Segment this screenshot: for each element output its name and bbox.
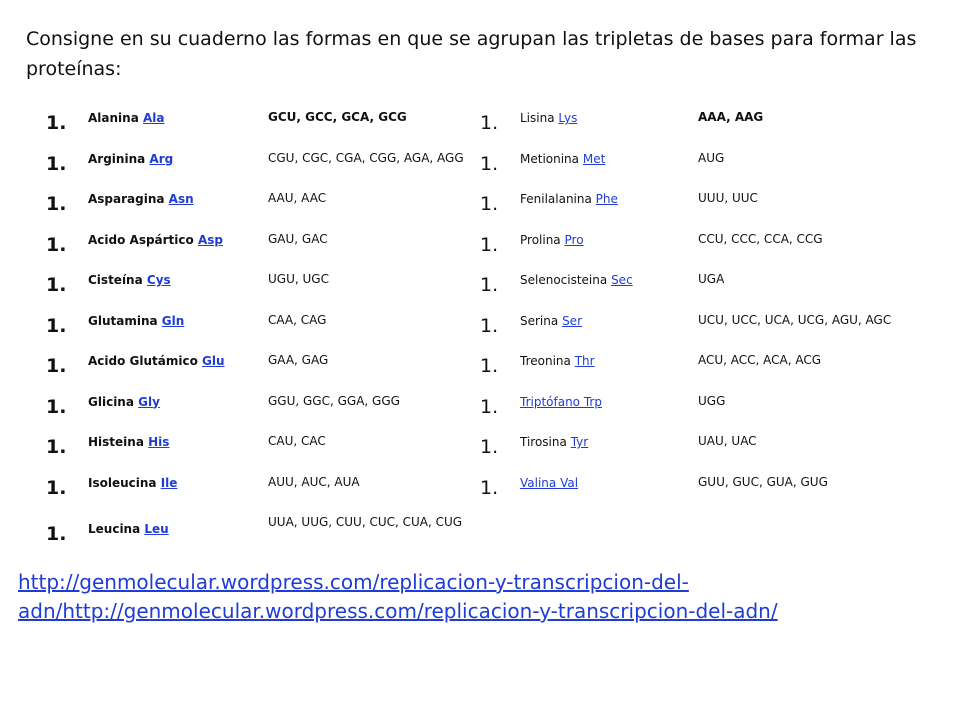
amino-acid-abbr-link[interactable]: Leu (144, 522, 169, 536)
codon-list: UGU, UGC (268, 272, 329, 286)
amino-acid-label: Cisteína (88, 273, 143, 287)
list-item (46, 384, 476, 425)
amino-acid-label: Leucina (88, 522, 141, 536)
amino-acid-name (88, 111, 164, 125)
amino-acid-label: Arginina (88, 151, 146, 166)
amino-acid-name (520, 152, 605, 166)
amino-acid-abbr-link[interactable]: Asp (197, 232, 223, 247)
list-item (480, 141, 950, 182)
amino-acid-link[interactable]: Valina Val (520, 475, 579, 490)
amino-acid-list-left (46, 100, 476, 546)
codon-list: UUA, UUG, CUU, CUC, CUA, CUG (268, 515, 463, 529)
codon-list: AUG (698, 150, 725, 165)
list-item (46, 181, 476, 222)
list-item (480, 100, 950, 141)
amino-acid-label: Treonina (520, 354, 571, 368)
list-item (480, 424, 950, 465)
codon-list: UAU, UAC (698, 434, 757, 448)
list-number: 1. (46, 233, 67, 256)
list-number: 1. (46, 274, 67, 296)
amino-acid-label: Fenilalanina (520, 192, 592, 206)
codon-list: CGU, CGC, CGA, CGG, AGA, AGG (268, 150, 464, 165)
amino-acid-label: Tirosina (520, 435, 567, 449)
list-number: 1. (46, 152, 67, 175)
amino-acid-name (520, 233, 584, 247)
amino-acid-label: Histeina (88, 435, 144, 449)
codon-list: UUU, UUC (698, 191, 758, 205)
list-item (480, 303, 950, 344)
amino-acid-name (520, 192, 618, 206)
amino-acid-name (88, 476, 177, 490)
list-number: 1. (46, 314, 67, 337)
amino-acid-name (520, 273, 633, 287)
source-link[interactable]: http://genmolecular.wordpress.com/replicacion-y-transcripcion-del-adn/http://genmolecular.wordpress.com/replicacion-y-transcripcion-del-adn/ (18, 570, 778, 623)
amino-acid-label: Prolina (520, 232, 561, 247)
amino-acid-name (88, 192, 194, 206)
amino-acid-name (520, 354, 595, 368)
amino-acid-abbr-link[interactable]: Ile (160, 475, 178, 490)
list-number: 1. (480, 436, 499, 458)
amino-acid-label: Acido Aspártico (88, 232, 194, 247)
codon-list: GUU, GUC, GUA, GUG (698, 474, 828, 489)
list-number: 1. (480, 314, 499, 337)
codon-list: UCU, UCC, UCA, UCG, AGU, AGC (698, 312, 892, 327)
list-item (480, 465, 950, 506)
amino-acid-name (88, 233, 223, 247)
list-number: 1. (480, 152, 499, 175)
codon-list: UGG (698, 393, 726, 408)
amino-acid-name (88, 152, 173, 166)
list-item (46, 262, 476, 303)
amino-acid-name (88, 522, 169, 536)
codon-list: AAU, AAC (268, 191, 327, 205)
list-number: 1. (46, 523, 67, 545)
codon-list: AUU, AUC, AUA (268, 474, 360, 489)
amino-acid-label: Metionina (520, 151, 580, 166)
list-number: 1. (480, 193, 499, 215)
amino-acid-abbr-link[interactable]: Thr (574, 354, 595, 368)
list-item (480, 222, 950, 263)
list-number: 1. (46, 476, 67, 499)
list-number: 1. (46, 355, 67, 377)
codon-list: CCU, CCC, CCA, CCG (698, 231, 823, 246)
amino-acid-link[interactable]: Triptófano Trp (520, 394, 602, 409)
amino-acid-label: Alanina (88, 111, 139, 125)
amino-acid-label: Selenocisteina (520, 273, 608, 287)
list-item (46, 505, 476, 546)
list-number: 1. (480, 112, 499, 134)
amino-acid-abbr-link[interactable]: Lys (558, 111, 578, 125)
list-item (46, 465, 476, 506)
codon-list: GAA, GAG (268, 353, 329, 367)
amino-acid-abbr-link[interactable]: Gly (138, 394, 160, 409)
amino-acid-name (520, 395, 602, 409)
list-item (46, 424, 476, 465)
amino-acid-abbr-link[interactable]: Arg (149, 151, 174, 166)
list-item (46, 222, 476, 263)
amino-acid-abbr-link[interactable]: Asn (168, 192, 194, 206)
codon-list: AAA, AAG (698, 110, 764, 124)
amino-acid-label: Acido Glutámico (88, 354, 198, 368)
list-item (480, 181, 950, 222)
list-number: 1. (46, 395, 67, 418)
list-item (46, 343, 476, 384)
list-number: 1. (480, 395, 499, 418)
amino-acid-abbr-link[interactable]: Tyr (570, 435, 589, 449)
list-number: 1. (480, 233, 499, 256)
amino-acid-abbr-link[interactable]: Met (582, 151, 606, 166)
list-item (46, 303, 476, 344)
codon-list: GCU, GCC, GCA, GCG (268, 110, 407, 124)
codon-list: GGU, GGC, GGA, GGG (268, 393, 400, 408)
amino-acid-label: Lisina (520, 111, 555, 125)
list-number: 1. (480, 274, 499, 296)
slide-title: Consigne en su cuaderno las formas en que se agrupan las tripletas de bases para formar las proteínas: (26, 28, 917, 80)
amino-acid-label: Glicina (88, 394, 134, 409)
amino-acid-list-right (480, 100, 950, 505)
amino-acid-abbr-link[interactable]: Ala (142, 111, 165, 125)
list-item (46, 100, 476, 141)
amino-acid-abbr-link[interactable]: His (148, 435, 170, 449)
amino-acid-name (88, 273, 171, 287)
amino-acid-abbr-link[interactable]: Glu (202, 354, 225, 368)
amino-acid-name (520, 314, 582, 328)
amino-acid-abbr-link[interactable]: Pro (564, 232, 584, 247)
amino-acid-label: Asparagina (88, 192, 165, 206)
amino-acid-abbr-link[interactable]: Ser (562, 313, 582, 328)
list-number: 1. (46, 193, 67, 215)
codon-list: CAA, CAG (268, 312, 327, 327)
codon-list: GAU, GAC (268, 231, 328, 246)
amino-acid-label: Serina (520, 313, 559, 328)
amino-acid-name (520, 111, 577, 125)
list-number: 1. (46, 436, 67, 458)
amino-acid-label: Glutamina (88, 313, 158, 328)
amino-acid-label: Isoleucina (88, 475, 157, 490)
list-number: 1. (480, 355, 499, 377)
amino-acid-name (88, 435, 169, 449)
list-item (480, 343, 950, 384)
amino-acid-abbr-link[interactable]: Gln (161, 313, 185, 328)
amino-acid-abbr-link[interactable]: Phe (595, 192, 618, 206)
list-item (480, 262, 950, 303)
list-number: 1. (480, 476, 499, 499)
amino-acid-name (520, 435, 588, 449)
amino-acid-name (88, 395, 160, 409)
list-item (46, 141, 476, 182)
list-number: 1. (46, 112, 67, 134)
amino-acid-name (520, 476, 578, 490)
amino-acid-abbr-link[interactable]: Cys (146, 273, 171, 287)
codon-list: UGA (698, 272, 725, 286)
amino-acid-name (88, 314, 184, 328)
amino-acid-abbr-link[interactable]: Sec (611, 273, 633, 287)
codon-list: ACU, ACC, ACA, ACG (698, 353, 822, 367)
codon-list: CAU, CAC (268, 434, 326, 448)
amino-acid-name (88, 354, 225, 368)
list-item (480, 384, 950, 425)
